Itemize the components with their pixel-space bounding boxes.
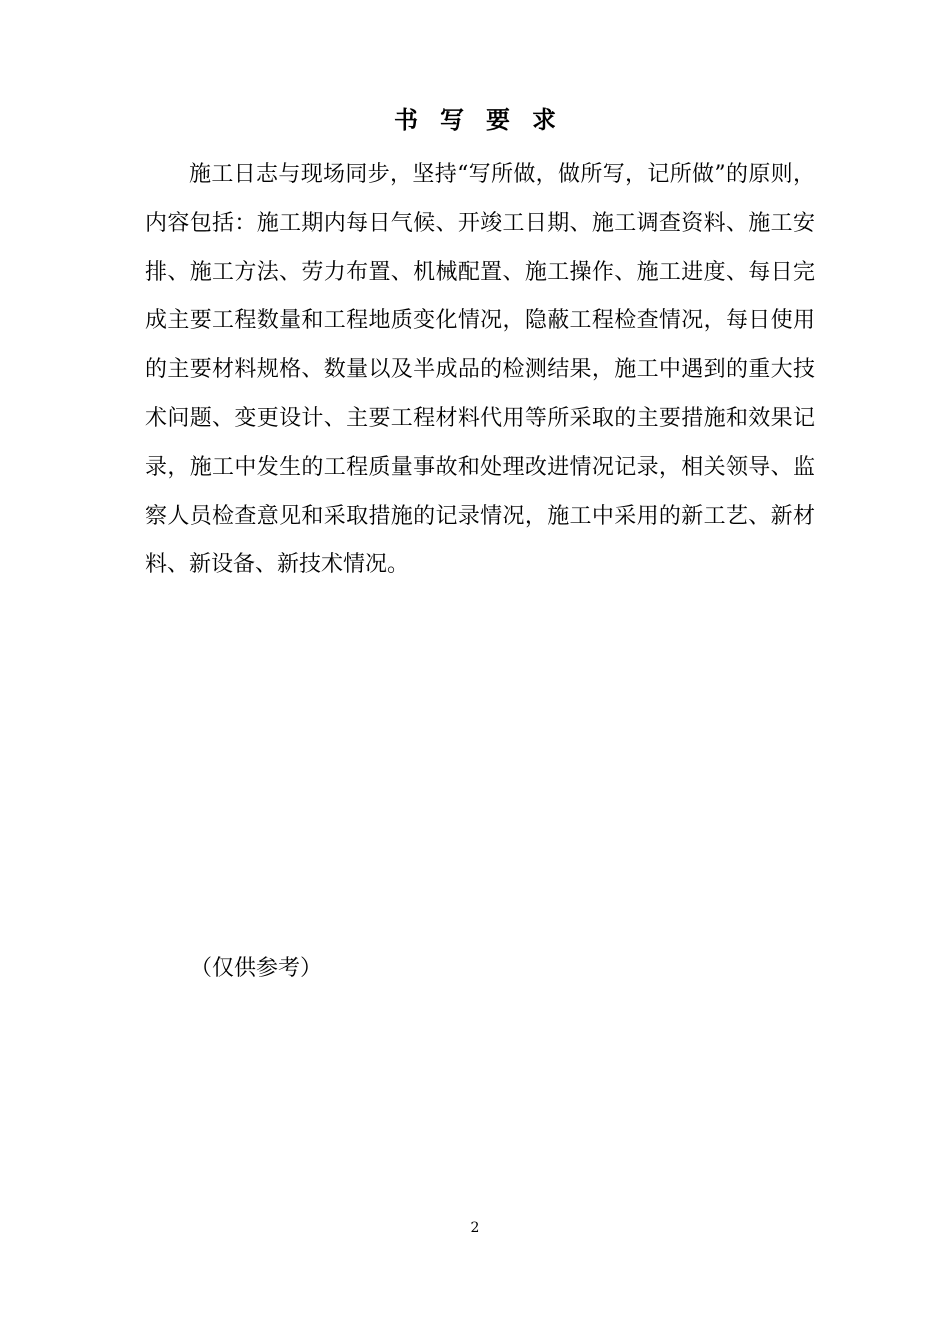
page-number: 2 [470,1220,480,1236]
body-paragraph: 施工日志与现场同步，坚持“写所做，做所写，记所做”的原则，内容包括：施工期内每日气候、开竣工日期、施工调查资料、施工安排、施工方法、劳力布置、机械配置、施工操作、施工进度、每日完成主要工程数量和工程地质变化情况，隐蔽工程检查情况，每日使用的主要材料规格、数量以及半成品的检测结果，施工中遇到的重大技术问题、变更设计、主要工程材料代用等所采取的主要措施和效果记录，施工中发生的工程质量事故和处理改进情况记录，相关领导、监察人员检查意见和采取措施的记录情况，施工中采用的新工艺、新材料、新设备、新技术情况。 [145,162,815,578]
reference-note: （仅供参考） [190,956,323,981]
page-title: 书写要求 [394,105,578,134]
